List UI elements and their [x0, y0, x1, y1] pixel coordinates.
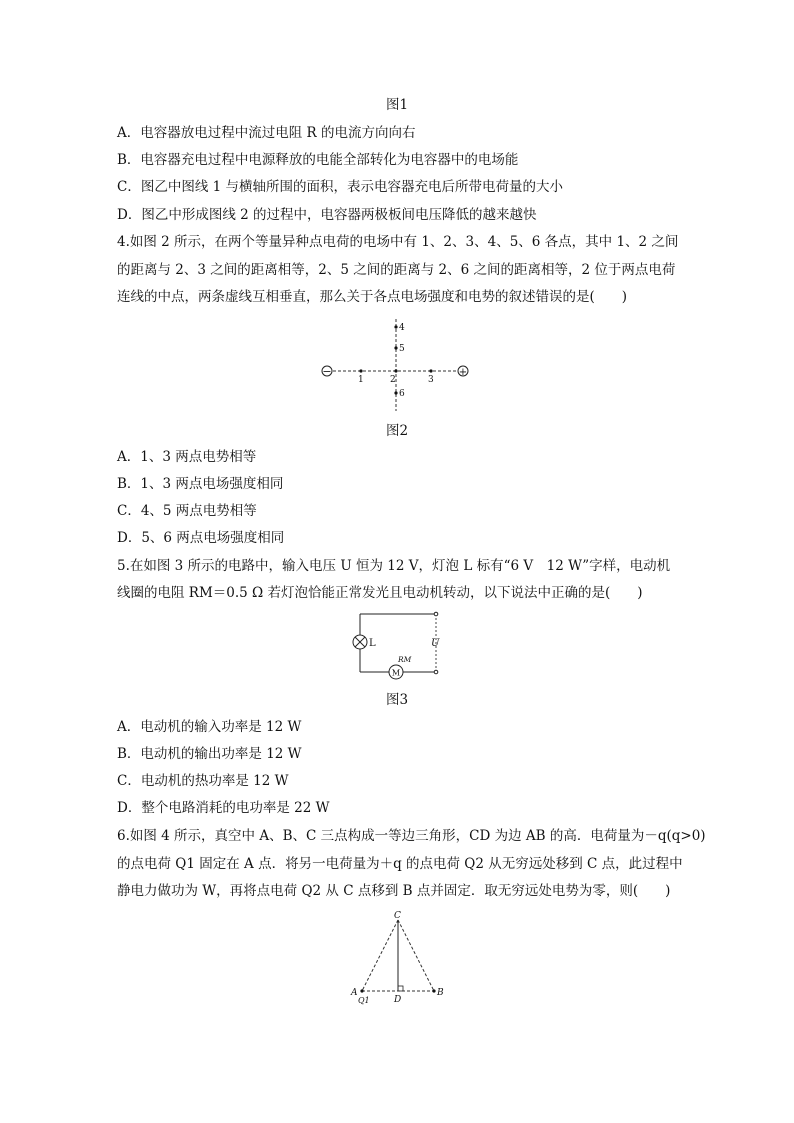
figure-3-caption: 图3	[385, 692, 409, 708]
negative-charge-symbol: −	[322, 365, 332, 378]
figure-2-charges-diagram	[315, 315, 475, 415]
q3-option-a: A．电容器放电过程中流过电阻 R 的电流方向向右	[117, 125, 416, 141]
q4-option-b: B．1、3 两点电场强度相同	[117, 476, 284, 492]
lamp-label: L	[369, 638, 376, 649]
right-angle-mark	[398, 986, 403, 991]
input-terminal-top	[434, 612, 438, 616]
q4-stem-line-1: 4.如图 2 所示，在两个等量异种点电荷的电场中有 1、2、3、4、5、6 各点，其中 1、2 之间	[117, 234, 679, 250]
point-6-dot	[394, 391, 397, 394]
point-3-dot	[429, 369, 432, 372]
q4-option-a: A．1、3 两点电势相等	[117, 449, 257, 465]
point-4-label: 4	[399, 323, 405, 333]
point-c-label: C	[394, 911, 401, 921]
q3-option-c: C．图乙中图线 1 与横轴所围的面积，表示电容器充电后所带电荷量的大小	[117, 179, 564, 195]
motor-resistance-label: RM	[398, 655, 412, 664]
point-5-label: 5	[399, 344, 405, 354]
q6-stem-line-1: 6.如图 4 所示，真空中 A、B、C 三点构成一等边三角形，CD 为边 AB 的高．电荷量为－q(q>0)	[117, 828, 706, 844]
motor-symbol: M	[391, 668, 401, 678]
point-6-label: 6	[399, 389, 405, 399]
point-4-dot	[394, 325, 397, 328]
point-3-label: 3	[428, 375, 434, 385]
voltage-label: U	[431, 638, 440, 649]
point-a-dot	[360, 989, 363, 992]
q5-stem-line-1: 5.在如图 3 所示的电路中，输入电压 U 恒为 12 V，灯泡 L 标有“6 V 12 W”字样，电动机	[117, 558, 671, 574]
figure-2-caption: 图2	[385, 423, 409, 439]
point-1-label: 1	[358, 375, 364, 385]
triangle-side-cb	[398, 920, 434, 991]
q4-option-d: D．5、6 两点电场强度相同	[117, 530, 285, 546]
q4-option-c: C．4、5 两点电势相等	[117, 503, 257, 519]
q5-stem-line-2: 线圈的电阻 RM＝0.5 Ω 若灯泡恰能正常发光且电动机转动，以下说法中正确的是( )	[117, 585, 643, 601]
charge-q1-label: Q1	[358, 996, 370, 1005]
q5-option-b: B．电动机的输出功率是 12 W	[117, 746, 302, 762]
point-2-label: 2	[390, 375, 396, 385]
q5-option-c: C．电动机的热功率是 12 W	[117, 773, 289, 789]
q3-option-b: B．电容器充电过程中电源释放的电能全部转化为电容器中的电场能	[117, 152, 519, 168]
figure-4-triangle-diagram	[345, 908, 450, 1006]
q3-option-d: D．图乙中形成图线 2 的过程中，电容器两极板间电压降低的越来越快	[117, 207, 537, 223]
figure-3-circuit-diagram	[350, 608, 445, 680]
point-b-label: B	[437, 988, 444, 998]
figure-1-caption: 图1	[385, 97, 409, 113]
point-5-dot	[394, 346, 397, 349]
q5-option-d: D．整个电路消耗的电功率是 22 W	[117, 800, 330, 816]
q5-option-a: A．电动机的输入功率是 12 W	[117, 719, 302, 735]
input-terminal-bottom	[434, 670, 438, 674]
q6-stem-line-2: 的点电荷 Q1 固定在 A 点．将另一电荷量为＋q 的点电荷 Q2 从无穷远处移到 C 点，此过程中	[117, 856, 683, 872]
point-b-dot	[432, 989, 435, 992]
point-2-dot	[394, 369, 397, 372]
point-d-label: D	[394, 995, 402, 1005]
q4-stem-line-2: 的距离与 2、3 之间的距离相等，2、5 之间的距离与 2、6 之间的距离相等，2 位于两点电荷	[117, 262, 676, 278]
positive-charge-symbol: +	[458, 367, 468, 378]
triangle-side-ca	[362, 920, 398, 991]
q4-stem-line-3: 连线的中点，两条虚线互相垂直，那么关于各点电场强度和电势的叙述错误的是( )	[117, 289, 628, 305]
point-1-dot	[359, 369, 362, 372]
point-a-label: A	[351, 988, 358, 998]
q6-stem-line-3: 静电力做功为 W，再将点电荷 Q2 从 C 点移到 B 点并固定．取无穷远处电势为零，则( )	[117, 883, 671, 899]
